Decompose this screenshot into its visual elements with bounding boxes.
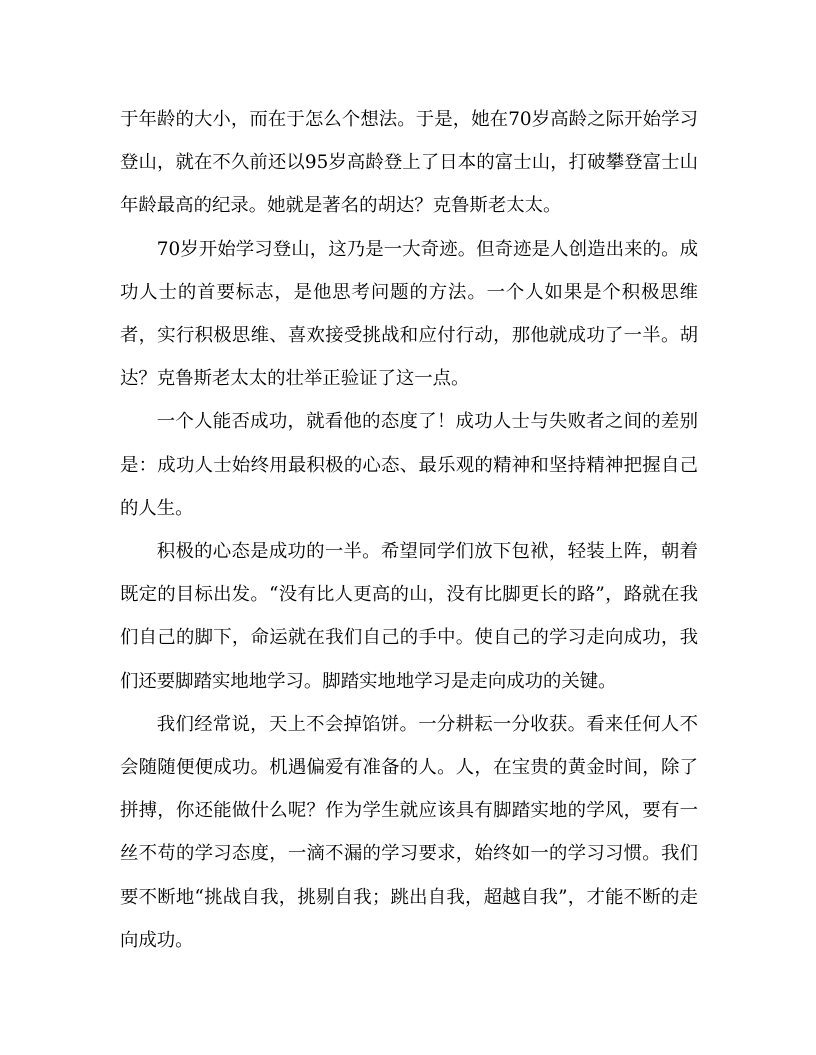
paragraph-3: 一个人能否成功，就看他的态度了！成功人士与失败者之间的差别是：成功人士始终用最积极的心态、最乐观的精神和坚持精神把握自己的人生。	[120, 411, 698, 519]
paragraph-4: 积极的心态是成功的一半。希望同学们放下包袱，轻装上阵，朝着既定的目标出发。“没有比人更高的山，没有比脚更长的路”，路就在我们自己的脚下，命运就在我们自己的手中。使自己的学习走向成功，我们还要脚踏实地地学习。脚踏实地地学习是走向成功的关键。	[120, 541, 698, 692]
paragraph-5: 我们经常说，天上不会掉馅饼。一分耕耘一分收获。看来任何人不会随随便便成功。机遇偏爱有准备的人。人，在宝贵的黄金时间，除了拼搏，你还能做什么呢？作为学生就应该具有脚踏实地的学风，要有一丝不苟的学习态度，一滴不漏的学习要求，始终如一的学习习惯。我们要不断地“挑战自我，挑剔自我；跳出自我，超越自我”，才能不断的走向成功。	[120, 713, 698, 951]
document-body	[120, 98, 698, 962]
paragraph-1: 于年龄的大小，而在于怎么个想法。于是，她在70岁高龄之际开始学习登山，就在不久前还以95岁高龄登上了日本的富士山，打破攀登富士山年龄最高的纪录。她就是著名的胡达？克鲁斯老太太。	[120, 109, 698, 217]
paragraph-2: 70岁开始学习登山，这乃是一大奇迹。但奇迹是人创造出来的。成功人士的首要标志，是他思考问题的方法。一个人如果是个积极思维者，实行积极思维、喜欢接受挑战和应付行动，那他就成功了一半。胡达？克鲁斯老太太的壮举正验证了这一点。	[120, 238, 698, 390]
